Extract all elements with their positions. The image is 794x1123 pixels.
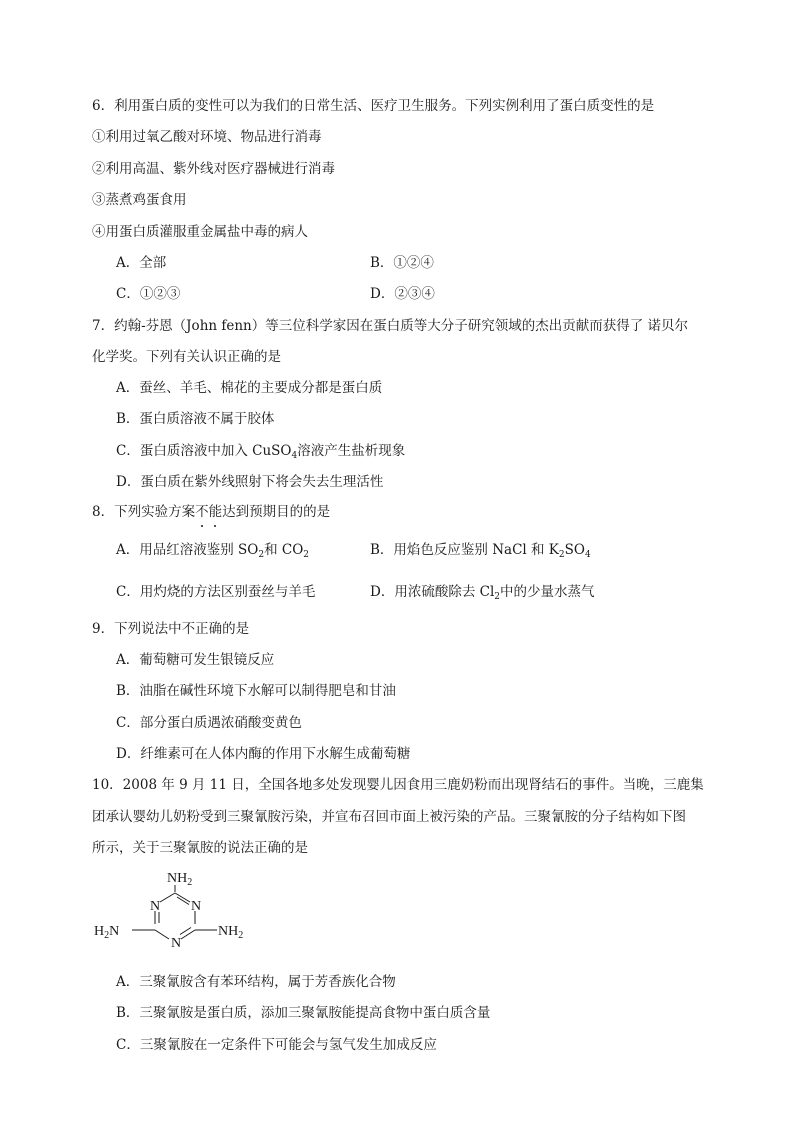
q8-emphasis-1: 不 — [195, 504, 209, 520]
q10-stem-line3: 所示，关于三聚氰胺的说法正确的是 — [92, 840, 308, 856]
q6-item-3: ③蒸煮鸡蛋食用 — [92, 192, 187, 208]
q8-option-c: C．用灼烧的方法区别蚕丝与羊毛 — [116, 584, 316, 600]
q9-stem: 9．下列说法中不正确的是 — [92, 621, 250, 637]
amine-right-label: $NH_2$ — [218, 924, 244, 941]
q7-option-d: D．蛋白质在紫外线照射下将会失去生理活性 — [116, 474, 384, 490]
q8-stem-post: 达到预期目的的是 — [222, 504, 331, 520]
q6-stem: 6．利用蛋白质的变性可以为我们的日常生活、医疗卫生服务。下列实例利用了蛋白质变性的是 — [92, 98, 655, 114]
q7-stem-line1: 7．约翰-芬恩（John fenn）等三位科学家因在蛋白质等大分子研究领域的杰出贡献而获得了 诺贝尔 — [92, 318, 689, 334]
q10-stem-line1: 10．2008 年 9 月 11 日，全国各地多处发现婴儿因食用三鹿奶粉而出现肾结石的事件。当晚，三鹿集 — [92, 777, 704, 793]
q8-option-a-mid: 和 CO — [264, 542, 304, 558]
triazine-ring-bonds — [132, 885, 217, 939]
q9-option-b: B．油脂在碱性环境下水解可以制得肥皂和甘油 — [116, 683, 396, 699]
q8-option-d-sub: 2 — [494, 592, 500, 602]
ring-nitrogen-right: N — [191, 899, 202, 914]
q7-option-c-sub: 4 — [291, 451, 298, 461]
q7-stem-line2: 化学奖。下列有关认识正确的是 — [92, 349, 281, 365]
q7-option-c-tail: 溶液产生盐析现象 — [297, 443, 406, 459]
q10-option-a: A．三聚氰胺含有苯环结构，属于芳香族化合物 — [116, 974, 396, 990]
q7-option-b: B．蛋白质溶液不属于胶体 — [116, 411, 275, 427]
q6-option-c: C．①②③ — [116, 286, 181, 302]
q9-option-d: D．纤维素可在人体内酶的作用下水解生成葡萄糖 — [116, 746, 411, 762]
q8-option-a-sub1: 2 — [258, 550, 265, 560]
q8-option-a-text: A．用品红溶液鉴别 SO — [116, 542, 259, 558]
q7-option-c — [116, 441, 405, 461]
q6-item-2: ②利用高温、紫外线对医疗器械进行消毒 — [92, 161, 335, 177]
q8-option-b — [370, 540, 591, 560]
q10-stem-line2: 团承认婴幼儿奶粉受到三聚氰胺污染，并宣布召回市面上被污染的产品。三聚氰胺的分子结构如下图 — [92, 809, 686, 825]
melamine-structure-diagram — [90, 868, 260, 954]
q9-option-a: A．葡萄糖可发生银镜反应 — [116, 652, 275, 668]
amine-top-label: $NH_2$ — [167, 871, 193, 888]
q6-option-b: B．①②④ — [370, 255, 434, 271]
q8-stem — [92, 502, 330, 522]
q8-option-d-tail: 中的少量水蒸气 — [500, 584, 595, 600]
q8-stem-pre: 8．下列实验方案 — [92, 504, 196, 520]
ring-nitrogen-left: N — [150, 899, 161, 914]
q6-option-d: D．②③④ — [370, 286, 435, 302]
q10-option-c: C．三聚氰胺在一定条件下可能会与氢气发生加成反应 — [116, 1037, 437, 1053]
amine-left-label: $H_2N$ — [94, 924, 120, 941]
q8-option-d — [370, 582, 595, 602]
q6-item-4: ④用蛋白质灌服重金属盐中毒的病人 — [92, 224, 308, 240]
q8-option-a-sub2: 2 — [303, 550, 310, 560]
q10-option-b: B．三聚氰胺是蛋白质，添加三聚氰胺能提高食物中蛋白质含量 — [116, 1005, 491, 1021]
q7-option-a: A．蚕丝、羊毛、棉花的主要成分都是蛋白质 — [116, 380, 383, 396]
q6-item-1: ①利用过氧乙酸对环境、物品进行消毒 — [92, 129, 322, 145]
q8-option-b-mid: SO — [564, 542, 585, 558]
q9-option-c: C．部分蛋白质遇浓硝酸变黄色 — [116, 715, 302, 731]
q8-emphasis-2: 能 — [208, 504, 223, 520]
q8-option-b-text: B．用焰色反应鉴别 NaCl 和 K — [370, 542, 559, 558]
ring-nitrogen-bottom: N — [171, 936, 182, 951]
q8-option-a — [116, 540, 309, 560]
q8-option-b-sub1: 2 — [558, 550, 565, 560]
q8-option-b-sub2: 4 — [584, 550, 591, 560]
q7-option-c-text: C．蛋白质溶液中加入 CuSO — [116, 443, 292, 459]
q8-option-d-text: D．用浓硫酸除去 Cl — [370, 584, 495, 600]
q6-option-a: A．全部 — [116, 255, 167, 271]
